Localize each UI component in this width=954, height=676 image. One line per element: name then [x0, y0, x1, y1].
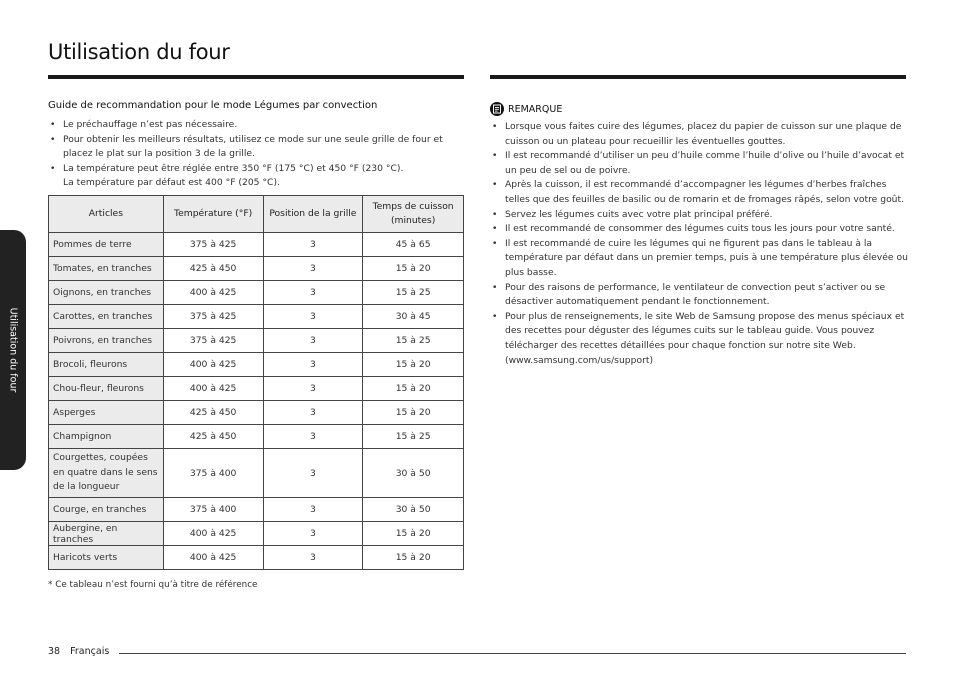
table-row [49, 329, 464, 353]
cell-time: 15 à 20 [363, 353, 464, 377]
default-temperature-text: La température par défaut est 400 °F (205 °C). [63, 177, 280, 189]
cell-temperature: 375 à 425 [163, 233, 263, 257]
cell-temperature: 375 à 425 [163, 329, 263, 353]
page-footer [48, 646, 116, 657]
cell-time: 15 à 25 [363, 425, 464, 449]
list-item: • Il est recommandé de consommer des légumes cuits tous les jours pour votre santé. [490, 222, 908, 237]
cell-temperature: 425 à 450 [163, 257, 263, 281]
cell-position: 3 [263, 257, 363, 281]
table-footnote: * Ce tableau n’est fourni qu’à titre de référence [48, 580, 258, 590]
cell-position: 3 [263, 522, 363, 546]
list-item: • Lorsque vous faites cuire des légumes, placez du papier de cuisson sur une plaque de cuisson ou un plateau pour recueillir les éventuelles gouttes. [490, 120, 908, 149]
page-title: Utilisation du four [48, 40, 230, 64]
list-item: • Pour obtenir les meilleurs résultats, utilisez ce mode sur une seule grille de four et placez le plat sur la position 3 de la grille. [48, 133, 458, 162]
table-row [49, 377, 464, 401]
table-row [49, 449, 464, 498]
cell-item: Asperges [49, 401, 164, 425]
cell-time: 15 à 20 [363, 377, 464, 401]
cell-item: Aubergine, en tranches [49, 522, 164, 546]
cell-time: 15 à 25 [363, 329, 464, 353]
table-row [49, 425, 464, 449]
cell-position: 3 [263, 401, 363, 425]
table-row [49, 522, 464, 546]
list-item: • Servez les légumes cuits avec votre plat principal préféré. [490, 208, 908, 223]
header-rack-position: Position de la grille [263, 196, 363, 233]
cell-position: 3 [263, 425, 363, 449]
cell-position: 3 [263, 281, 363, 305]
cell-temperature: 425 à 450 [163, 401, 263, 425]
side-section-tab-label: Utilisation du four [7, 307, 19, 393]
note-bullet-list [490, 120, 908, 368]
section-heading: Guide de recommandation pour le mode Légumes par convection [48, 100, 378, 111]
cell-temperature: 375 à 400 [163, 449, 263, 498]
header-cooking-time: Temps de cuisson (minutes) [363, 196, 464, 233]
footer-language: Français [70, 646, 110, 657]
cell-position: 3 [263, 546, 363, 570]
cell-time: 15 à 20 [363, 401, 464, 425]
cell-item: Carottes, en tranches [49, 305, 164, 329]
cell-item: Haricots verts [49, 546, 164, 570]
title-rule-left [48, 75, 464, 79]
cell-position: 3 [263, 498, 363, 522]
cell-time: 15 à 25 [363, 281, 464, 305]
cell-time: 15 à 20 [363, 522, 464, 546]
list-item: • Il est recommandé d’utiliser un peu d’huile comme l’huile d’olive ou l’huile d’avocat et un peu de sel ou de poivre. [490, 149, 908, 178]
table-row [49, 498, 464, 522]
cell-temperature: 375 à 425 [163, 305, 263, 329]
cell-position: 3 [263, 377, 363, 401]
cell-temperature: 400 à 425 [163, 353, 263, 377]
list-item: • La température peut être réglée entre 350 °F (175 °C) et 450 °F (230 °C). [48, 162, 458, 177]
cell-time: 30 à 50 [363, 498, 464, 522]
cell-time: 45 à 65 [363, 233, 464, 257]
cell-temperature: 400 à 425 [163, 377, 263, 401]
cell-time: 15 à 20 [363, 257, 464, 281]
cell-position: 3 [263, 449, 363, 498]
list-item: • Pour plus de renseignements, le site Web de Samsung propose des menus spéciaux et des recettes pour déguster des légumes cuits sur le tableau guide. Vous pouvez télécharger des recettes détaillées pour chaque fonction sur notre site Web. (www.samsung.com/us/support) [490, 310, 908, 368]
cooking-guide-table [48, 195, 464, 570]
cell-item: Poivrons, en tranches [49, 329, 164, 353]
list-item: • Après la cuisson, il est recommandé d’accompagner les légumes d’herbes fraîches telles que des feuilles de basilic ou de romarin et de fromages râpés, selon votre goût. [490, 178, 908, 207]
cell-position: 3 [263, 233, 363, 257]
table-row [49, 353, 464, 377]
cell-item: Courgettes, coupées en quatre dans le sens de la longueur [49, 449, 164, 498]
table-row [49, 305, 464, 329]
page-number: 38 [48, 646, 61, 657]
cell-position: 3 [263, 329, 363, 353]
table-row [49, 233, 464, 257]
cell-temperature: 425 à 450 [163, 425, 263, 449]
cell-item: Oignons, en tranches [49, 281, 164, 305]
cell-item: Tomates, en tranches [49, 257, 164, 281]
table-header-row [49, 196, 464, 233]
note-icon [490, 102, 504, 116]
table-row [49, 257, 464, 281]
footer-rule [119, 653, 906, 654]
cell-item: Champignon [49, 425, 164, 449]
header-temperature: Température (°F) [163, 196, 263, 233]
cell-temperature: 400 à 425 [163, 522, 263, 546]
cell-position: 3 [263, 353, 363, 377]
cell-temperature: 400 à 425 [163, 281, 263, 305]
left-bullet-list [48, 118, 458, 191]
cell-item: Pommes de terre [49, 233, 164, 257]
header-articles: Articles [49, 196, 164, 233]
note-heading [490, 102, 562, 116]
list-item: • Pour des raisons de performance, le ventilateur de convection peut s’activer ou se désactiver automatiquement pendant le fonctionnement. [490, 281, 908, 310]
cell-position: 3 [263, 305, 363, 329]
cell-item: Courge, en tranches [49, 498, 164, 522]
table-row [49, 281, 464, 305]
list-item-continuation [48, 176, 458, 191]
cell-time: 15 à 20 [363, 546, 464, 570]
list-item: • Le préchauffage n’est pas nécessaire. [48, 118, 458, 133]
cell-time: 30 à 50 [363, 449, 464, 498]
list-item: • Il est recommandé de cuire les légumes qui ne figurent pas dans le tableau à la température par défaut dans un premier temps, puis à une température plus élevée ou plus basse. [490, 237, 908, 281]
cell-item: Brocoli, fleurons [49, 353, 164, 377]
table-row [49, 401, 464, 425]
cell-item: Chou-fleur, fleurons [49, 377, 164, 401]
cell-temperature: 400 à 425 [163, 546, 263, 570]
cell-temperature: 375 à 400 [163, 498, 263, 522]
title-rule-right [490, 75, 906, 79]
cell-time: 30 à 45 [363, 305, 464, 329]
note-heading-label: REMARQUE [508, 103, 563, 115]
table-row [49, 546, 464, 570]
